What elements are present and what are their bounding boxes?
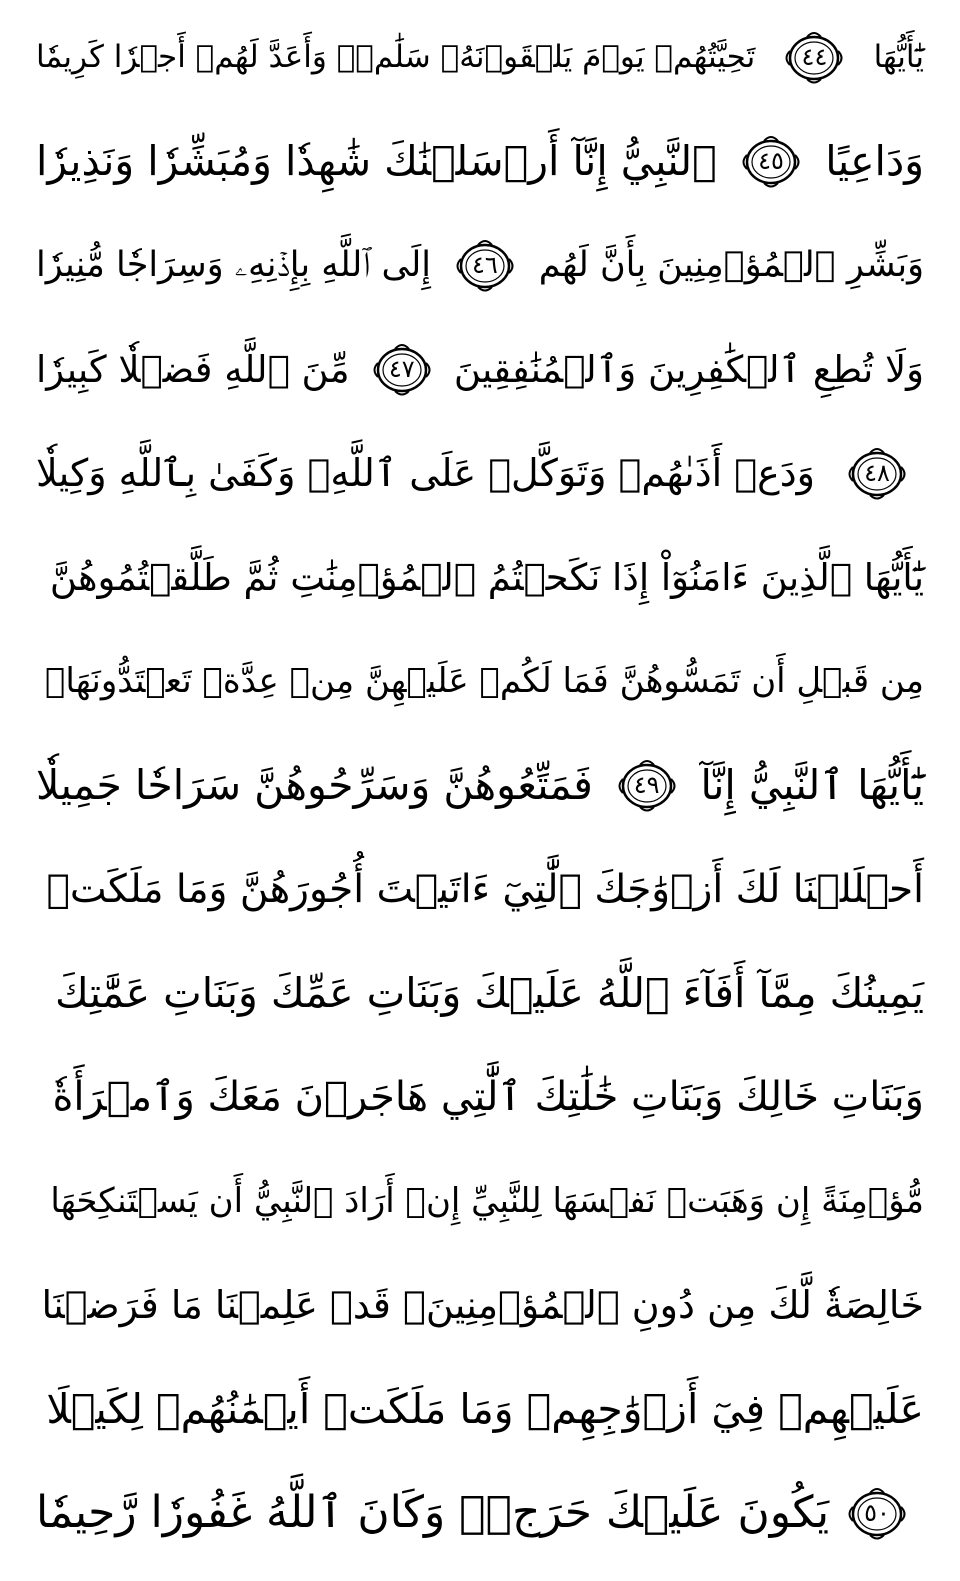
verse-text: مُّؤۡمِنَةً إِن وَهَبَتۡ نَفۡسَهَا لِلنَّبِيِّ إِنۡ أَرَادَ ٱلنَّبِيُّ أَن يَسۡتَنكِحَهَا bbox=[50, 1181, 924, 1221]
ayah-number: ٤٦ bbox=[471, 251, 498, 279]
verse-text: وَدَاعِيًا bbox=[825, 136, 924, 185]
text-line bbox=[36, 1464, 924, 1562]
verse-text: يَكُونَ عَلَيۡكَ حَرَجٞۗ وَكَانَ ٱللَّهُ غَفُورٗا رَّحِيمٗا bbox=[36, 1487, 830, 1538]
ayah-number: ٤٥ bbox=[758, 147, 784, 175]
ayah-number-marker bbox=[840, 1485, 914, 1541]
verse-text: يَمِينُكَ مِمَّآ أَفَآءَ ٱللَّهُ عَلَيۡكَ وَبَنَاتِ عَمِّكَ وَبَنَاتِ عَمَّٰتِكَ bbox=[55, 968, 924, 1017]
verse-text: يَٰٓأَيُّهَا ٱلَّذِينَ ءَامَنُوٓاْ إِذَا نَكَحۡتُمُ ٱلۡمُؤۡمِنَٰتِ ثُمَّ طَلَّقۡتُمُوهُنَّ bbox=[49, 555, 924, 599]
text-line bbox=[36, 944, 924, 1042]
ayah-number: ٤٩ bbox=[633, 771, 660, 799]
text-line bbox=[36, 840, 924, 938]
ayah-number-marker bbox=[777, 29, 851, 85]
text-line bbox=[36, 736, 924, 834]
ayah-number: ٤٨ bbox=[864, 459, 890, 487]
text-line bbox=[36, 424, 924, 522]
verse-text: أَحۡلَلۡنَا لَكَ أَزۡوَٰجَكَ ٱلَّٰتِيٓ ءَاتَيۡتَ أُجُورَهُنَّ وَمَا مَلَكَتۡ bbox=[46, 866, 924, 912]
ayah-number: ٤٧ bbox=[388, 355, 415, 383]
verse-text: يَٰٓأَيُّهَا ٱلنَّبِيُّ إِنَّآ bbox=[700, 760, 924, 809]
text-line bbox=[36, 632, 924, 730]
ayah-number: ٤٤ bbox=[801, 43, 828, 71]
verse-text: يَٰٓأَيُّهَا bbox=[873, 38, 924, 75]
text-line bbox=[36, 8, 924, 106]
text-line bbox=[36, 1256, 924, 1354]
verse-text: ٱلنَّبِيُّ إِنَّآ أَرۡسَلۡنَٰكَ شَٰهِدٗا وَمُبَشِّرٗا وَنَذِيرٗا bbox=[36, 136, 717, 185]
ayah-number-marker bbox=[734, 133, 808, 189]
ayah-number-marker bbox=[610, 757, 684, 813]
text-line bbox=[36, 320, 924, 418]
text-line bbox=[36, 216, 924, 314]
verse-text: وَبَنَاتِ خَالِكَ وَبَنَاتِ خَٰلَٰتِكَ ٱلَّٰتِي هَاجَرۡنَ مَعَكَ وَٱمۡرَأَةٗ bbox=[52, 1074, 924, 1120]
text-line bbox=[36, 112, 924, 210]
ayah-number-marker bbox=[840, 445, 914, 501]
text-line bbox=[36, 1152, 924, 1250]
verse-text: خَالِصَةٗ لَّكَ مِن دُونِ ٱلۡمُؤۡمِنِينَۗ قَدۡ عَلِمۡنَا مَا فَرَضۡنَا bbox=[41, 1283, 924, 1327]
text-line bbox=[36, 1048, 924, 1146]
verse-text: عَلَيۡهِمۡ فِيٓ أَزۡوَٰجِهِمۡ وَمَا مَلَكَتۡ أَيۡمَٰنُهُمۡ لِكَيۡلَا bbox=[46, 1384, 924, 1433]
ayah-number: ٥٠ bbox=[864, 1499, 890, 1527]
verse-text: وَبَشِّرِ ٱلۡمُؤۡمِنِينَ بِأَنَّ لَهُم bbox=[538, 244, 924, 285]
ayah-number-marker bbox=[365, 341, 439, 397]
ayah-number-marker bbox=[448, 237, 522, 293]
verse-text: تَحِيَّتُهُمۡ يَوۡمَ يَلۡقَوۡنَهُۥ سَلَٰمٞۚ وَأَعَدَّ لَهُمۡ أَجۡرٗا كَرِيمٗا bbox=[36, 38, 756, 75]
verse-text: مِن قَبۡلِ أَن تَمَسُّوهُنَّ فَمَا لَكُمۡ عَلَيۡهِنَّ مِنۡ عِدَّةٖ تَعۡتَدُّونَهَاۖ bbox=[44, 661, 924, 701]
verse-text: إِلَى ٱللَّهِ بِإِذۡنِهِۦ وَسِرَاجٗا مُّنِيرٗا bbox=[36, 244, 432, 285]
verse-text: فَمَتِّعُوهُنَّ وَسَرِّحُوهُنَّ سَرَاحٗا جَمِيلٗا bbox=[36, 760, 593, 809]
verse-text: وَلَا تُطِعِ ٱلۡكَٰفِرِينَ وَٱلۡمُنَٰفِقِينَ bbox=[453, 347, 924, 391]
text-line bbox=[36, 1360, 924, 1458]
text-line bbox=[36, 528, 924, 626]
verse-text: مِّنَ ٱللَّهِ فَضۡلٗا كَبِيرٗا bbox=[36, 347, 350, 391]
verse-text: وَدَعۡ أَذَىٰهُمۡ وَتَوَكَّلۡ عَلَى ٱللَّهِۚ وَكَفَىٰ بِٱللَّهِ وَكِيلٗا bbox=[36, 451, 816, 495]
